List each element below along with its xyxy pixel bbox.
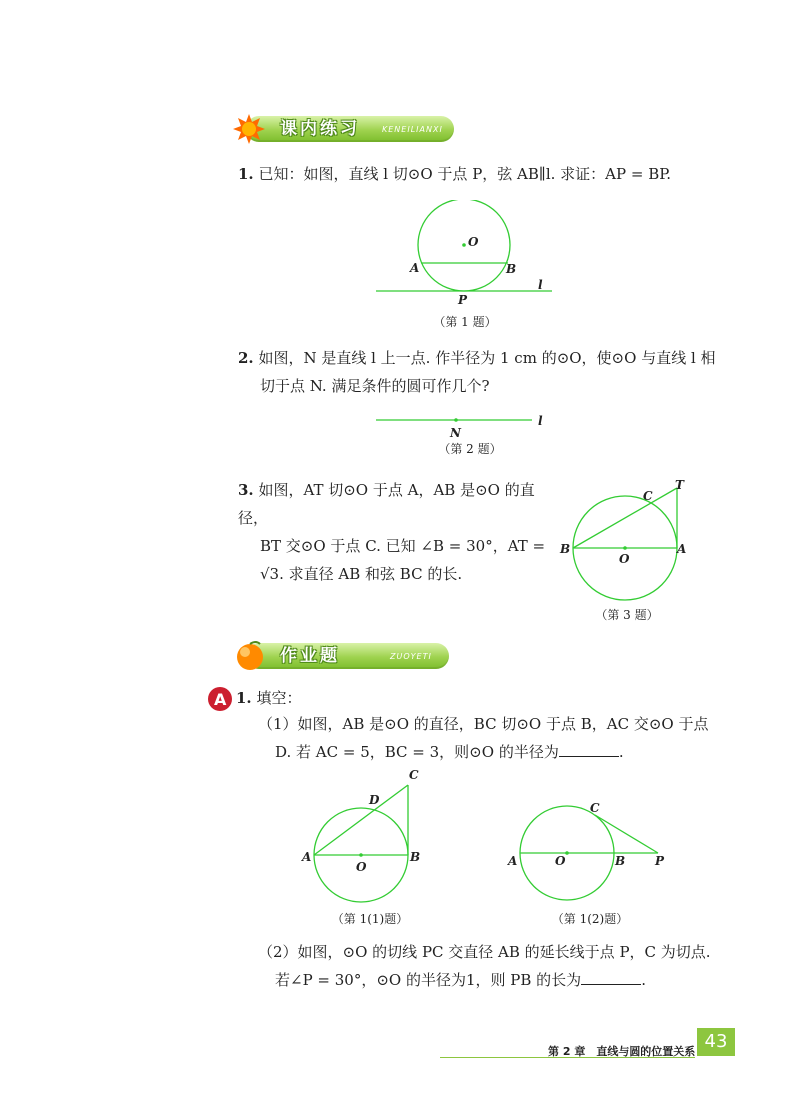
period: .: [618, 743, 624, 761]
label-l: l: [538, 414, 543, 428]
label-o: O: [356, 860, 367, 874]
label-n: N: [450, 426, 461, 440]
figure-q2: [370, 410, 560, 440]
label-l: l: [538, 278, 543, 292]
answer-blank[interactable]: [581, 970, 641, 985]
figure-1-1: [295, 765, 435, 905]
period: .: [641, 971, 646, 989]
label-b: B: [410, 850, 421, 864]
label-b: B: [506, 262, 517, 276]
center-point: [565, 851, 569, 855]
label-o: O: [555, 854, 566, 868]
point-n: [454, 418, 458, 422]
question-number: 1.: [236, 689, 252, 707]
figure-caption: （第 1(2)题）: [551, 912, 629, 926]
class-practice-header: [232, 113, 457, 145]
label-p: P: [458, 293, 468, 307]
secant-bt: [573, 488, 677, 548]
figure-caption: （第 1 题）: [433, 315, 497, 329]
label-a: A: [677, 542, 687, 556]
center-point: [462, 243, 466, 247]
page-number: 43: [697, 1028, 735, 1056]
label-c: C: [643, 489, 653, 503]
label-t: T: [675, 478, 684, 492]
label-p: P: [655, 854, 665, 868]
question-number: 2.: [238, 349, 254, 367]
label-a: A: [410, 261, 420, 275]
chapter-title: 第 2 章 直线与圆的位置关系: [548, 1045, 696, 1058]
part-text-line2: D. 若 AC = 5，BC = 3，则⊙O 的半径为: [275, 743, 559, 761]
secant-ac: [314, 785, 408, 855]
section-title: 作业题: [280, 646, 340, 666]
orange-ball-icon: [234, 640, 266, 672]
practice-question-3: [238, 476, 558, 588]
homework-question-1: [236, 684, 301, 712]
answer-blank[interactable]: [559, 742, 619, 757]
question-text-line3: √3. 求直径 AB 和弦 BC 的长.: [260, 565, 463, 583]
level-label: A: [214, 690, 227, 709]
homework-question-1-part-1: [258, 710, 728, 766]
figure-q1: [370, 200, 560, 310]
part-text-line1: （2）如图，⊙O 的切线 PC 交直径 AB 的延长线于点 P，C 为切点.: [258, 943, 711, 961]
label-o: O: [468, 235, 479, 249]
section-subtitle: ZUOYETI: [390, 652, 432, 661]
question-text-line2: BT 交⊙O 于点 C. 已知 ∠B = 30°，AT =: [260, 537, 546, 555]
figure-caption: （第 2 题）: [438, 442, 502, 456]
figure-caption: （第 3 题）: [595, 608, 659, 622]
figure-1-2: [505, 800, 675, 910]
label-a: A: [508, 854, 518, 868]
question-text-line1: 如图，AT 切⊙O 于点 A，AB 是⊙O 的直径，: [238, 481, 535, 527]
part-text-line2: 若∠P = 30°，⊙O 的半径为1，则 PB 的长为: [275, 971, 582, 989]
center-point: [623, 546, 627, 550]
homework-question-1-part-2: [258, 938, 738, 994]
level-a-icon: [207, 686, 235, 712]
figure-caption: （第 1(1)题）: [331, 912, 409, 926]
label-c: C: [590, 801, 600, 815]
label-b: B: [560, 542, 571, 556]
figure-q3: [555, 475, 705, 605]
section-subtitle: KENEILIANXI: [382, 125, 443, 134]
section-title: 课内练习: [280, 119, 360, 139]
question-text: 填空：: [256, 689, 302, 707]
question-text-line2: 切于点 N. 满足条件的圆可作几个?: [260, 377, 490, 395]
question-number: 3.: [238, 481, 254, 499]
homework-header: [232, 640, 452, 672]
center-point: [359, 853, 363, 857]
label-c: C: [409, 768, 419, 782]
sun-icon: [232, 113, 266, 145]
label-a: A: [302, 850, 312, 864]
label-o: O: [619, 552, 630, 566]
practice-question-2: [238, 344, 718, 400]
question-text: 已知：如图，直线 l 切⊙O 于点 P，弦 AB∥l. 求证：AP = BP.: [258, 165, 672, 183]
part-text-line1: （1）如图，AB 是⊙O 的直径，BC 切⊙O 于点 B，AC 交⊙O 于点: [258, 715, 709, 733]
question-number: 1.: [238, 165, 254, 183]
label-d: D: [369, 793, 380, 807]
practice-question-1: [238, 160, 671, 188]
question-text-line1: 如图，N 是直线 l 上一点. 作半径为 1 cm 的⊙O，使⊙O 与直线 l 相: [258, 349, 716, 367]
tangent-pc: [595, 815, 658, 853]
label-b: B: [615, 854, 626, 868]
